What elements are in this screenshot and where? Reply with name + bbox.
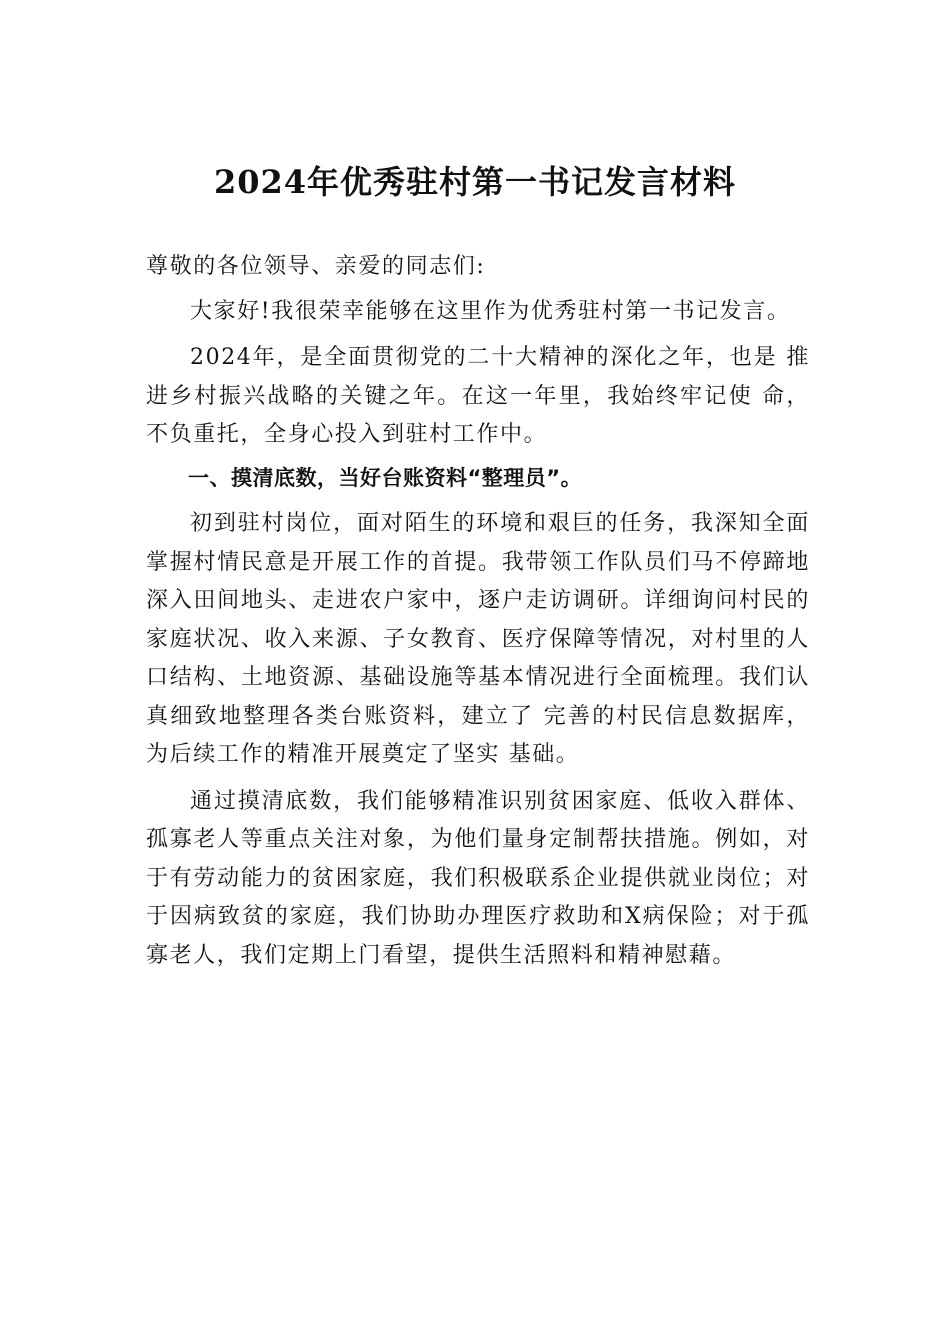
document-body	[146, 248, 810, 975]
paragraph-greeting: 大家好!我很荣幸能够在这里作为优秀驻村第一书记发言。	[190, 298, 791, 324]
paragraph-section-2: 通过摸清底数，我们能够精准识别贫困家庭、低收入群体、孤寡老人等重点关注对象，为他们量身定制帮扶措施。例如，对于有劳动能力的贫困家庭，我们积极联系企业提供就业岗位；对于因病致贫的家庭，我们协助办理医疗救助和X病保险；对于孤寡老人，我们定期上门看望，提供生活照料和精神慰藉。	[146, 788, 810, 968]
document-title: 2024年优秀驻村第一书记发言材料	[213, 163, 737, 201]
section-heading: 一、摸清底数，当好台账资料“整理员”。	[188, 465, 583, 490]
paragraph-section-1: 初到驻村岗位，面对陌生的环境和艰巨的任务，我深知全面掌握村情民意是开展工作的首提。我带领工作队员们马不停蹄地深入田间地头、走进农户家中，逐户走访调研。详细询问村民的家庭状况、收入来源、子女教育、医疗保障等情况，对村里的人口结构、土地资源、基础设施等基本情况进行全面梳理。我们认真细致地整理各类台账资料，建立了 完善的村民信息数据库，为后续工作的精准开展奠定了坚实 基础。	[146, 511, 810, 767]
salutation: 尊敬的各位领导、亲爱的同志们:	[146, 254, 486, 279]
paragraph-intro: 2024年，是全面贯彻党的二十大精神的深化之年，也是 推进乡村振兴战略的关键之年。在这一年里，我始终牢记使 命，不负重托，全身心投入到驻村工作中。	[146, 345, 810, 447]
